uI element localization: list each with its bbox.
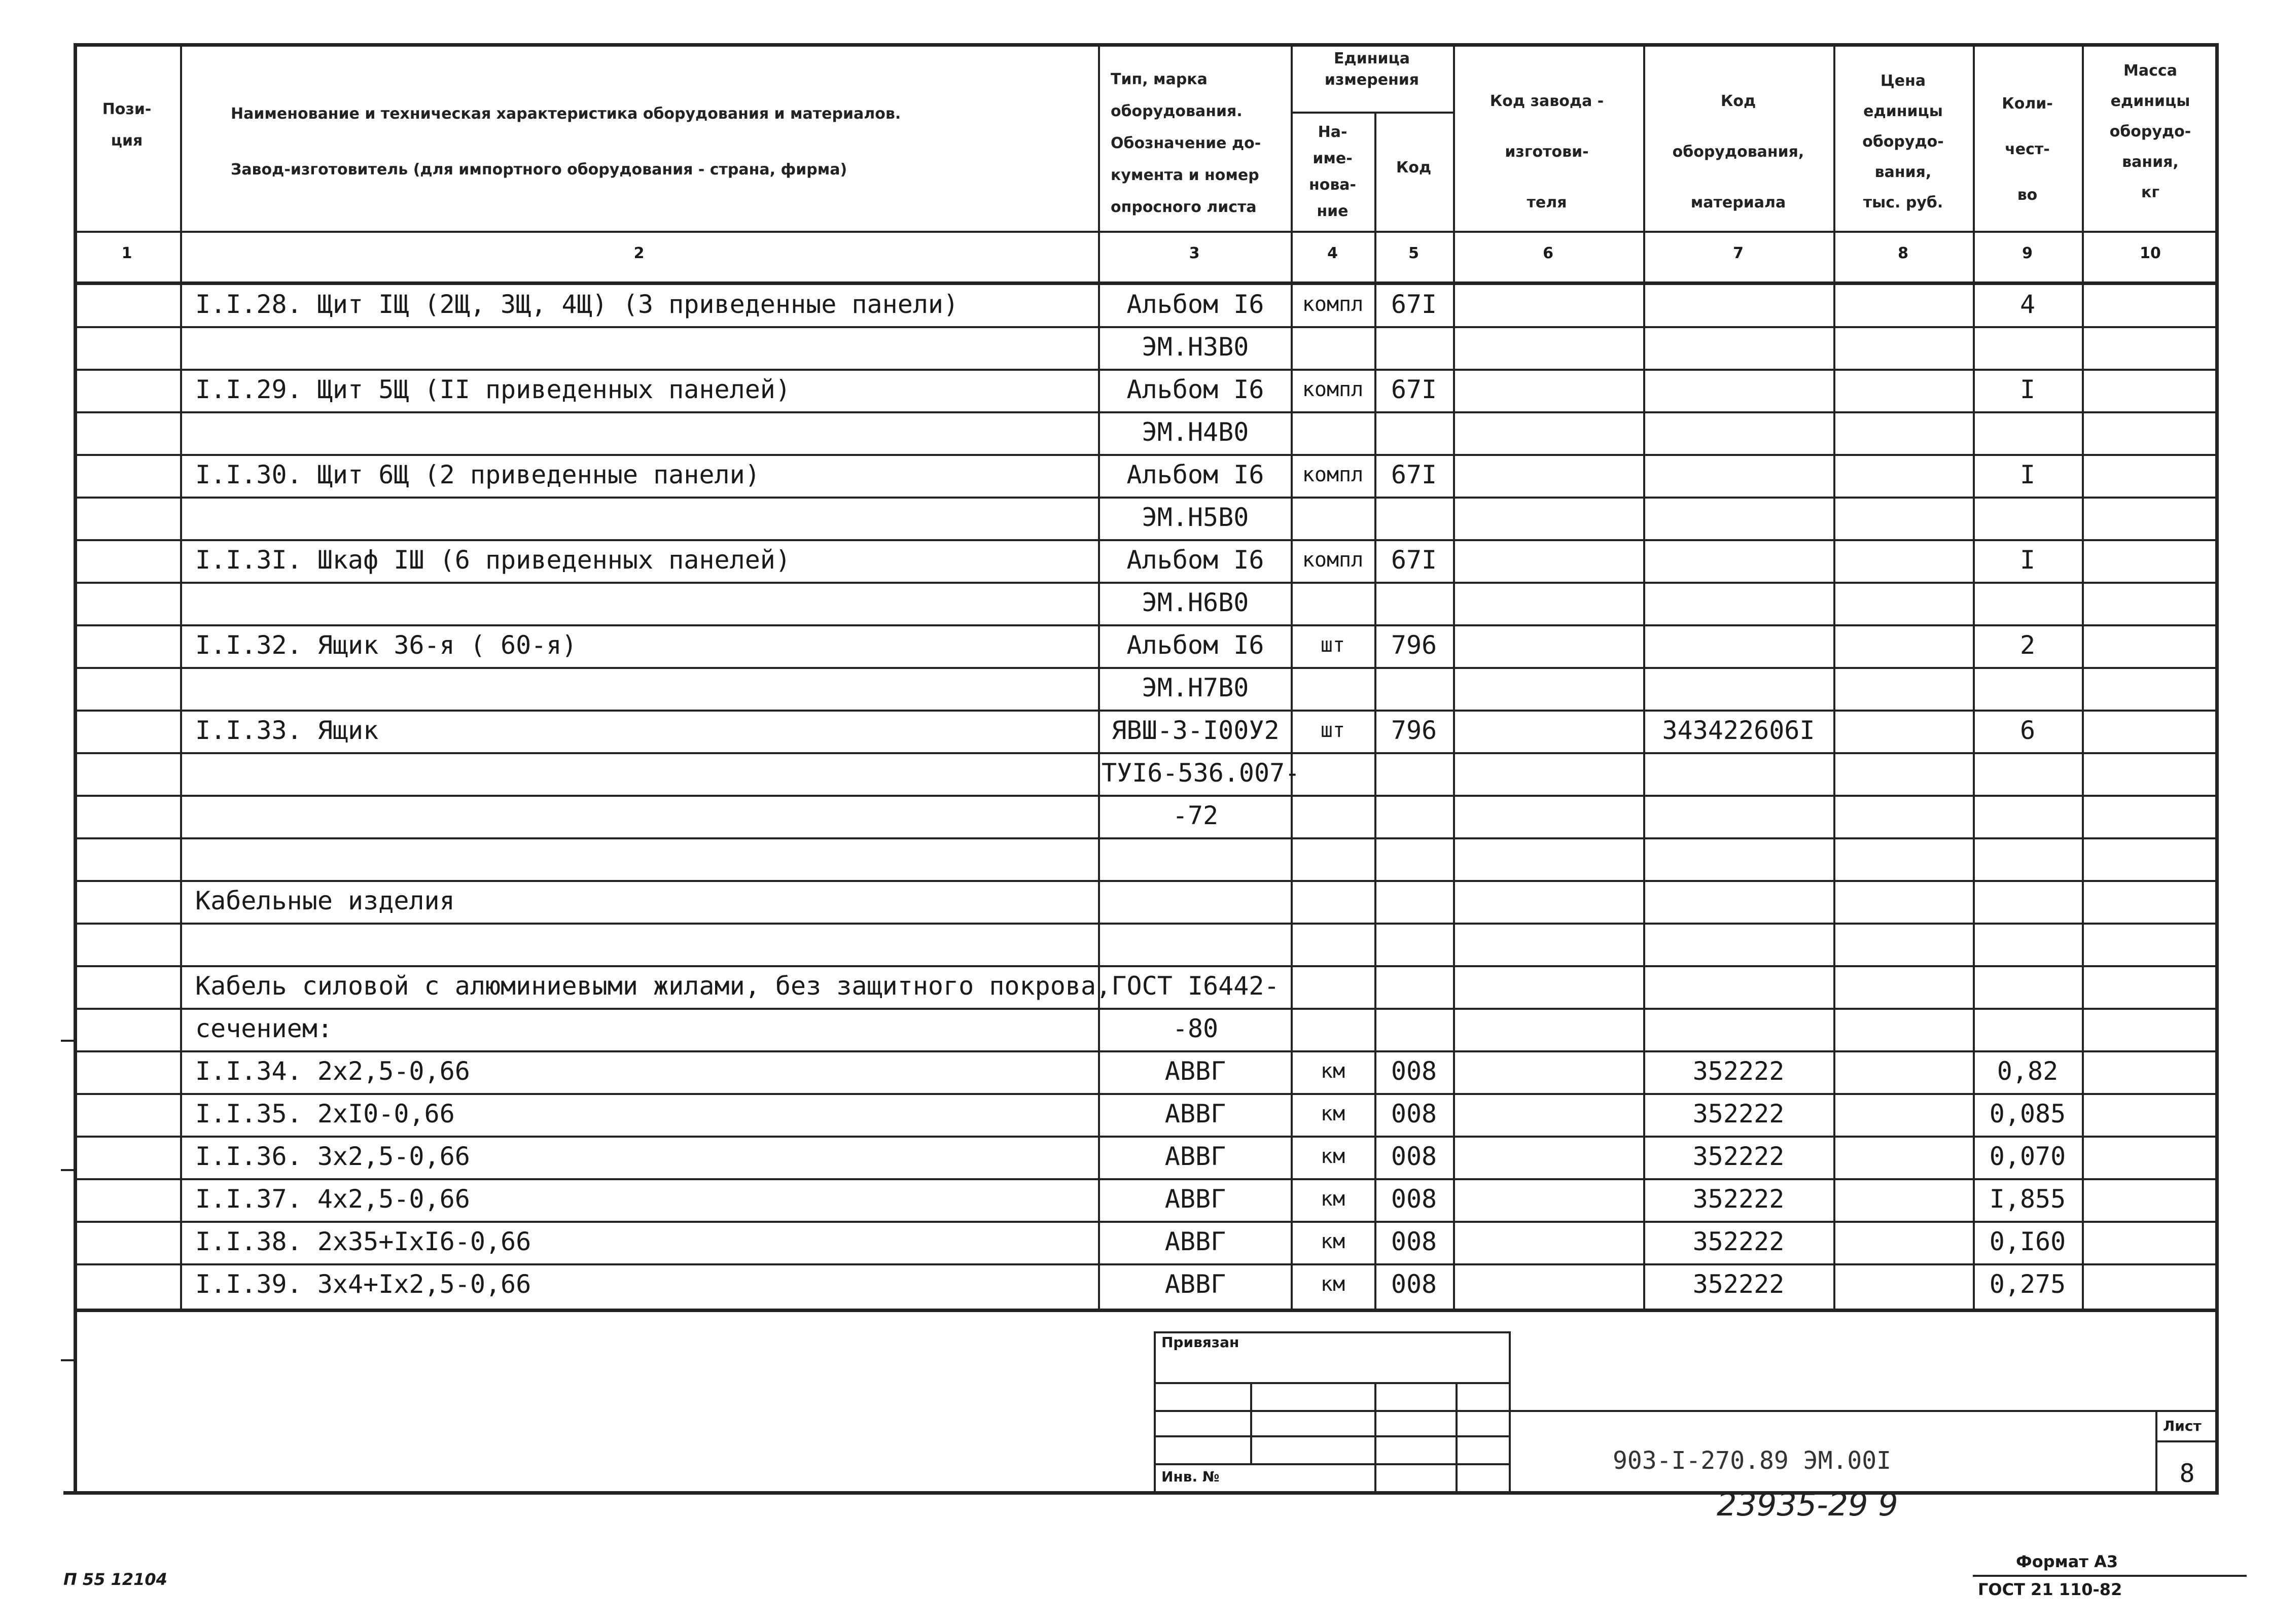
header-plant-code: Код завода - изготови- теля	[1489, 92, 1604, 211]
item-equipment-code	[1645, 966, 1832, 1006]
item-equipment-code	[1645, 540, 1832, 580]
document-code: 903-I-270.89 ЭМ.00I	[1613, 1446, 1892, 1475]
header-unit-group: Единица измерения	[1324, 50, 1420, 89]
item-unit: км	[1320, 1230, 1345, 1253]
item-equipment-code	[1645, 923, 1832, 964]
item-type: АВВГ	[1164, 1142, 1226, 1171]
item-quantity	[1974, 753, 2081, 793]
item-quantity: 0,82	[1997, 1056, 2059, 1086]
item-equipment-code	[1645, 753, 1832, 793]
item-name	[195, 838, 1093, 878]
header-type: Тип, марка оборудования. Обозначение до- кумента и номер опросного листа	[1111, 70, 1261, 216]
item-equipment-code: 352222	[1692, 1056, 1785, 1086]
item-equipment-code	[1645, 454, 1832, 495]
stamp-privyazan-label: Привязан	[1161, 1334, 1239, 1351]
item-name: I.I.3I. Шкаф IШ (6 приведенных панелей)	[195, 545, 791, 575]
item-type: АВВГ	[1164, 1269, 1226, 1299]
item-type: -80	[1172, 1014, 1219, 1043]
item-unit	[1292, 966, 1373, 1006]
item-unit: км	[1320, 1273, 1345, 1296]
col-line	[1833, 43, 1835, 1309]
frame-right	[2215, 43, 2219, 1491]
item-unit-code	[1376, 582, 1452, 623]
item-equipment-code	[1645, 880, 1832, 921]
item-unit-code: 008	[1391, 1269, 1437, 1299]
col-line	[2082, 43, 2084, 1309]
item-quantity: I	[2019, 545, 2036, 575]
stamp-line	[2155, 1440, 2219, 1442]
header-mass: Масса единицы оборудо- вания, кг	[2109, 62, 2191, 201]
item-unit: км	[1320, 1187, 1345, 1211]
item-unit	[1292, 795, 1373, 836]
item-quantity: I	[2019, 375, 2036, 404]
item-equipment-code	[1645, 838, 1832, 878]
item-quantity	[1974, 880, 2081, 921]
item-quantity	[1974, 667, 2081, 708]
item-type: ЭМ.Н5В0	[1142, 503, 1249, 532]
item-type	[1102, 880, 1289, 921]
item-equipment-code	[1645, 667, 1832, 708]
item-name	[195, 753, 1093, 793]
item-equipment-code: 352222	[1692, 1227, 1785, 1256]
item-unit: км	[1320, 1102, 1345, 1125]
column-number: 5	[1408, 244, 1419, 262]
item-name: I.I.37. 4x2,5-0,66	[195, 1184, 470, 1214]
header-unit-name: На- име- нова- ние	[1308, 123, 1357, 220]
item-unit-code	[1376, 497, 1452, 538]
item-name: I.I.38. 2x35+IxI6-0,66	[195, 1227, 531, 1256]
footer-line	[1973, 1575, 2247, 1577]
table-bottom-line	[74, 1309, 2219, 1312]
item-unit-code: 67I	[1391, 545, 1437, 575]
item-quantity: 6	[2019, 716, 2036, 745]
item-unit	[1292, 1008, 1373, 1049]
item-equipment-code: 352222	[1692, 1184, 1785, 1214]
item-quantity: 0,275	[1989, 1269, 2066, 1299]
item-equipment-code	[1645, 1008, 1832, 1049]
item-type: Альбом I6	[1126, 375, 1264, 404]
margin-tick	[61, 1169, 76, 1171]
item-type: -72	[1172, 801, 1219, 830]
item-unit-code	[1376, 753, 1452, 793]
item-name	[195, 327, 1093, 367]
item-type: АВВГ	[1164, 1056, 1226, 1086]
item-unit-code	[1376, 667, 1452, 708]
sheet-label: Лист	[2163, 1418, 2202, 1434]
item-type: АВВГ	[1164, 1227, 1226, 1256]
item-type: ЭМ.Н6В0	[1142, 588, 1249, 617]
item-unit-code: 67I	[1391, 460, 1437, 489]
stamp-line	[1509, 1410, 2219, 1412]
item-equipment-code	[1645, 625, 1832, 665]
item-quantity	[1974, 497, 2081, 538]
item-unit: км	[1320, 1060, 1345, 1083]
item-type: ЭМ.Н3В0	[1142, 332, 1249, 362]
item-equipment-code: 352222	[1692, 1142, 1785, 1171]
gost-standard: ГОСТ 21 110-82	[1978, 1580, 2122, 1599]
item-type: ЭМ.Н7В0	[1142, 673, 1249, 702]
item-equipment-code	[1645, 369, 1832, 410]
item-quantity: 2	[2019, 630, 2036, 660]
item-name	[195, 412, 1093, 452]
item-unit	[1292, 753, 1373, 793]
item-quantity: I	[2019, 460, 2036, 489]
item-equipment-code	[1645, 795, 1832, 836]
item-unit-code	[1376, 880, 1452, 921]
column-number: 4	[1327, 244, 1338, 262]
item-unit-code	[1376, 327, 1452, 367]
item-name	[195, 795, 1093, 836]
item-type: ГОСТ I6442-	[1111, 971, 1280, 1001]
column-number: 6	[1543, 244, 1553, 262]
item-unit	[1292, 412, 1373, 452]
item-type	[1102, 838, 1289, 878]
item-name	[195, 667, 1093, 708]
stamp-line	[1456, 1382, 1458, 1491]
item-quantity: 0,070	[1989, 1142, 2066, 1171]
item-equipment-code	[1645, 327, 1832, 367]
item-unit	[1292, 880, 1373, 921]
item-type: ЯВШ-3-I00У2	[1111, 716, 1280, 745]
item-unit	[1292, 497, 1373, 538]
item-equipment-code: 352222	[1692, 1269, 1785, 1299]
item-name: I.I.34. 2x2,5-0,66	[195, 1056, 470, 1086]
item-equipment-code	[1645, 284, 1832, 325]
stamp-line	[1154, 1331, 1156, 1491]
item-type: Альбом I6	[1126, 290, 1264, 319]
item-name: I.I.29. Щит 5Щ (II приведенных панелей)	[195, 375, 791, 404]
unit-header-divider	[1291, 112, 1453, 114]
item-name: сечением:	[195, 1014, 333, 1043]
item-unit-code: 796	[1391, 630, 1437, 660]
column-number: 9	[2022, 244, 2033, 262]
item-quantity	[1974, 1008, 2081, 1049]
item-quantity	[1974, 838, 2081, 878]
item-unit-code	[1376, 923, 1452, 964]
item-unit-code: 796	[1391, 716, 1437, 745]
item-name: I.I.30. Щит 6Щ (2 приведенные панели)	[195, 460, 760, 489]
item-type: АВВГ	[1164, 1099, 1226, 1128]
col-line	[1453, 43, 1455, 1309]
item-type: Альбом I6	[1126, 545, 1264, 575]
paper-format: Формат А3	[2016, 1552, 2118, 1571]
stamp-line	[1250, 1382, 1252, 1463]
item-quantity	[1974, 795, 2081, 836]
item-equipment-code	[1645, 582, 1832, 623]
item-type	[1102, 923, 1289, 964]
column-number: 1	[121, 244, 132, 262]
item-type: Альбом I6	[1126, 460, 1264, 489]
column-number: 7	[1733, 244, 1744, 262]
item-type: ЭМ.Н4В0	[1142, 417, 1249, 447]
item-name: I.I.28. Щит IЩ (2Щ, 3Щ, 4Щ) (3 приведенные панели)	[195, 290, 959, 319]
col-line	[180, 43, 182, 1309]
margin-tick	[61, 1040, 76, 1042]
item-name: I.I.35. 2xI0-0,66	[195, 1099, 455, 1128]
item-unit: компл	[1302, 378, 1364, 401]
item-name: Кабельные изделия	[195, 886, 455, 915]
item-type: АВВГ	[1164, 1184, 1226, 1214]
stamp-line	[1509, 1331, 1511, 1491]
item-unit-code: 67I	[1391, 290, 1437, 319]
item-unit-code	[1376, 795, 1452, 836]
item-quantity	[1974, 327, 2081, 367]
item-quantity	[1974, 966, 2081, 1006]
item-unit	[1292, 667, 1373, 708]
item-unit: км	[1320, 1145, 1345, 1168]
item-unit	[1292, 923, 1373, 964]
header-unit-code: Код	[1396, 159, 1432, 176]
item-equipment-code	[1645, 497, 1832, 538]
item-quantity: I,855	[1989, 1184, 2066, 1214]
item-name	[195, 582, 1093, 623]
column-number: 8	[1898, 244, 1908, 262]
item-quantity	[1974, 412, 2081, 452]
item-name	[195, 923, 1093, 964]
item-unit-code: 008	[1391, 1142, 1437, 1171]
item-quantity: 0,I60	[1989, 1227, 2066, 1256]
stamp-line	[1374, 1382, 1376, 1491]
item-name: I.I.39. 3x4+Ix2,5-0,66	[195, 1269, 531, 1299]
item-name: I.I.33. Ящик	[195, 716, 379, 745]
header-price: Цена единицы оборудо- вания, тыс. руб.	[1862, 72, 1944, 211]
header-bottom-line	[74, 231, 2219, 233]
col-line	[1098, 43, 1100, 1309]
item-equipment-code: 352222	[1692, 1099, 1785, 1128]
item-unit-code	[1376, 966, 1452, 1006]
frame-top	[74, 43, 2219, 47]
item-name: Кабель силовой с алюминиевыми жилами, без защитного покрова,	[195, 971, 1112, 1001]
item-type: ТУI6-536.007-	[1102, 758, 1300, 788]
item-unit	[1292, 327, 1373, 367]
item-type: Альбом I6	[1126, 630, 1264, 660]
margin-tick	[61, 1359, 76, 1361]
stamp-inventory-label: Инв. №	[1161, 1468, 1220, 1485]
item-unit-code: 67I	[1391, 375, 1437, 404]
form-code: П 55 12104	[63, 1570, 167, 1589]
column-number: 3	[1189, 244, 1200, 262]
item-equipment-code: 343422606I	[1662, 716, 1815, 745]
item-unit-code: 008	[1391, 1227, 1437, 1256]
item-unit: шт	[1320, 719, 1345, 742]
item-quantity	[1974, 923, 2081, 964]
item-unit: шт	[1320, 633, 1345, 657]
item-unit	[1292, 838, 1373, 878]
header-quantity: Коли- чест- во	[2002, 95, 2053, 204]
item-unit-code	[1376, 1008, 1452, 1049]
item-quantity: 0,085	[1989, 1099, 2066, 1128]
header-name: Наименование и техническая характеристика оборудования и материалов. Завод-изготовитель (для импортного оборудования - страна, фирма)	[231, 105, 901, 179]
item-unit: компл	[1302, 293, 1364, 316]
header-equip-code: Код оборудования, материала	[1672, 92, 1804, 211]
handwritten-number: 23935-29 9	[1717, 1486, 1898, 1523]
frame-left	[74, 43, 77, 1491]
item-unit	[1292, 582, 1373, 623]
sheet-number: 8	[2179, 1459, 2195, 1488]
header-position: Пози- ция	[102, 100, 152, 150]
item-name: I.I.36. 3x2,5-0,66	[195, 1142, 470, 1171]
item-name	[195, 497, 1093, 538]
item-quantity	[1974, 582, 2081, 623]
stamp-line	[1154, 1331, 1509, 1333]
item-unit-code: 008	[1391, 1056, 1437, 1086]
item-unit-code: 008	[1391, 1099, 1437, 1128]
item-unit: компл	[1302, 548, 1364, 572]
column-number: 2	[633, 244, 645, 262]
item-unit-code	[1376, 838, 1452, 878]
item-quantity: 4	[2019, 290, 2036, 319]
column-number: 10	[2140, 244, 2161, 262]
item-unit: компл	[1302, 463, 1364, 486]
item-name: I.I.32. Ящик 36-я ( 60-я)	[195, 630, 577, 660]
item-unit-code	[1376, 412, 1452, 452]
item-equipment-code	[1645, 412, 1832, 452]
item-unit-code: 008	[1391, 1184, 1437, 1214]
